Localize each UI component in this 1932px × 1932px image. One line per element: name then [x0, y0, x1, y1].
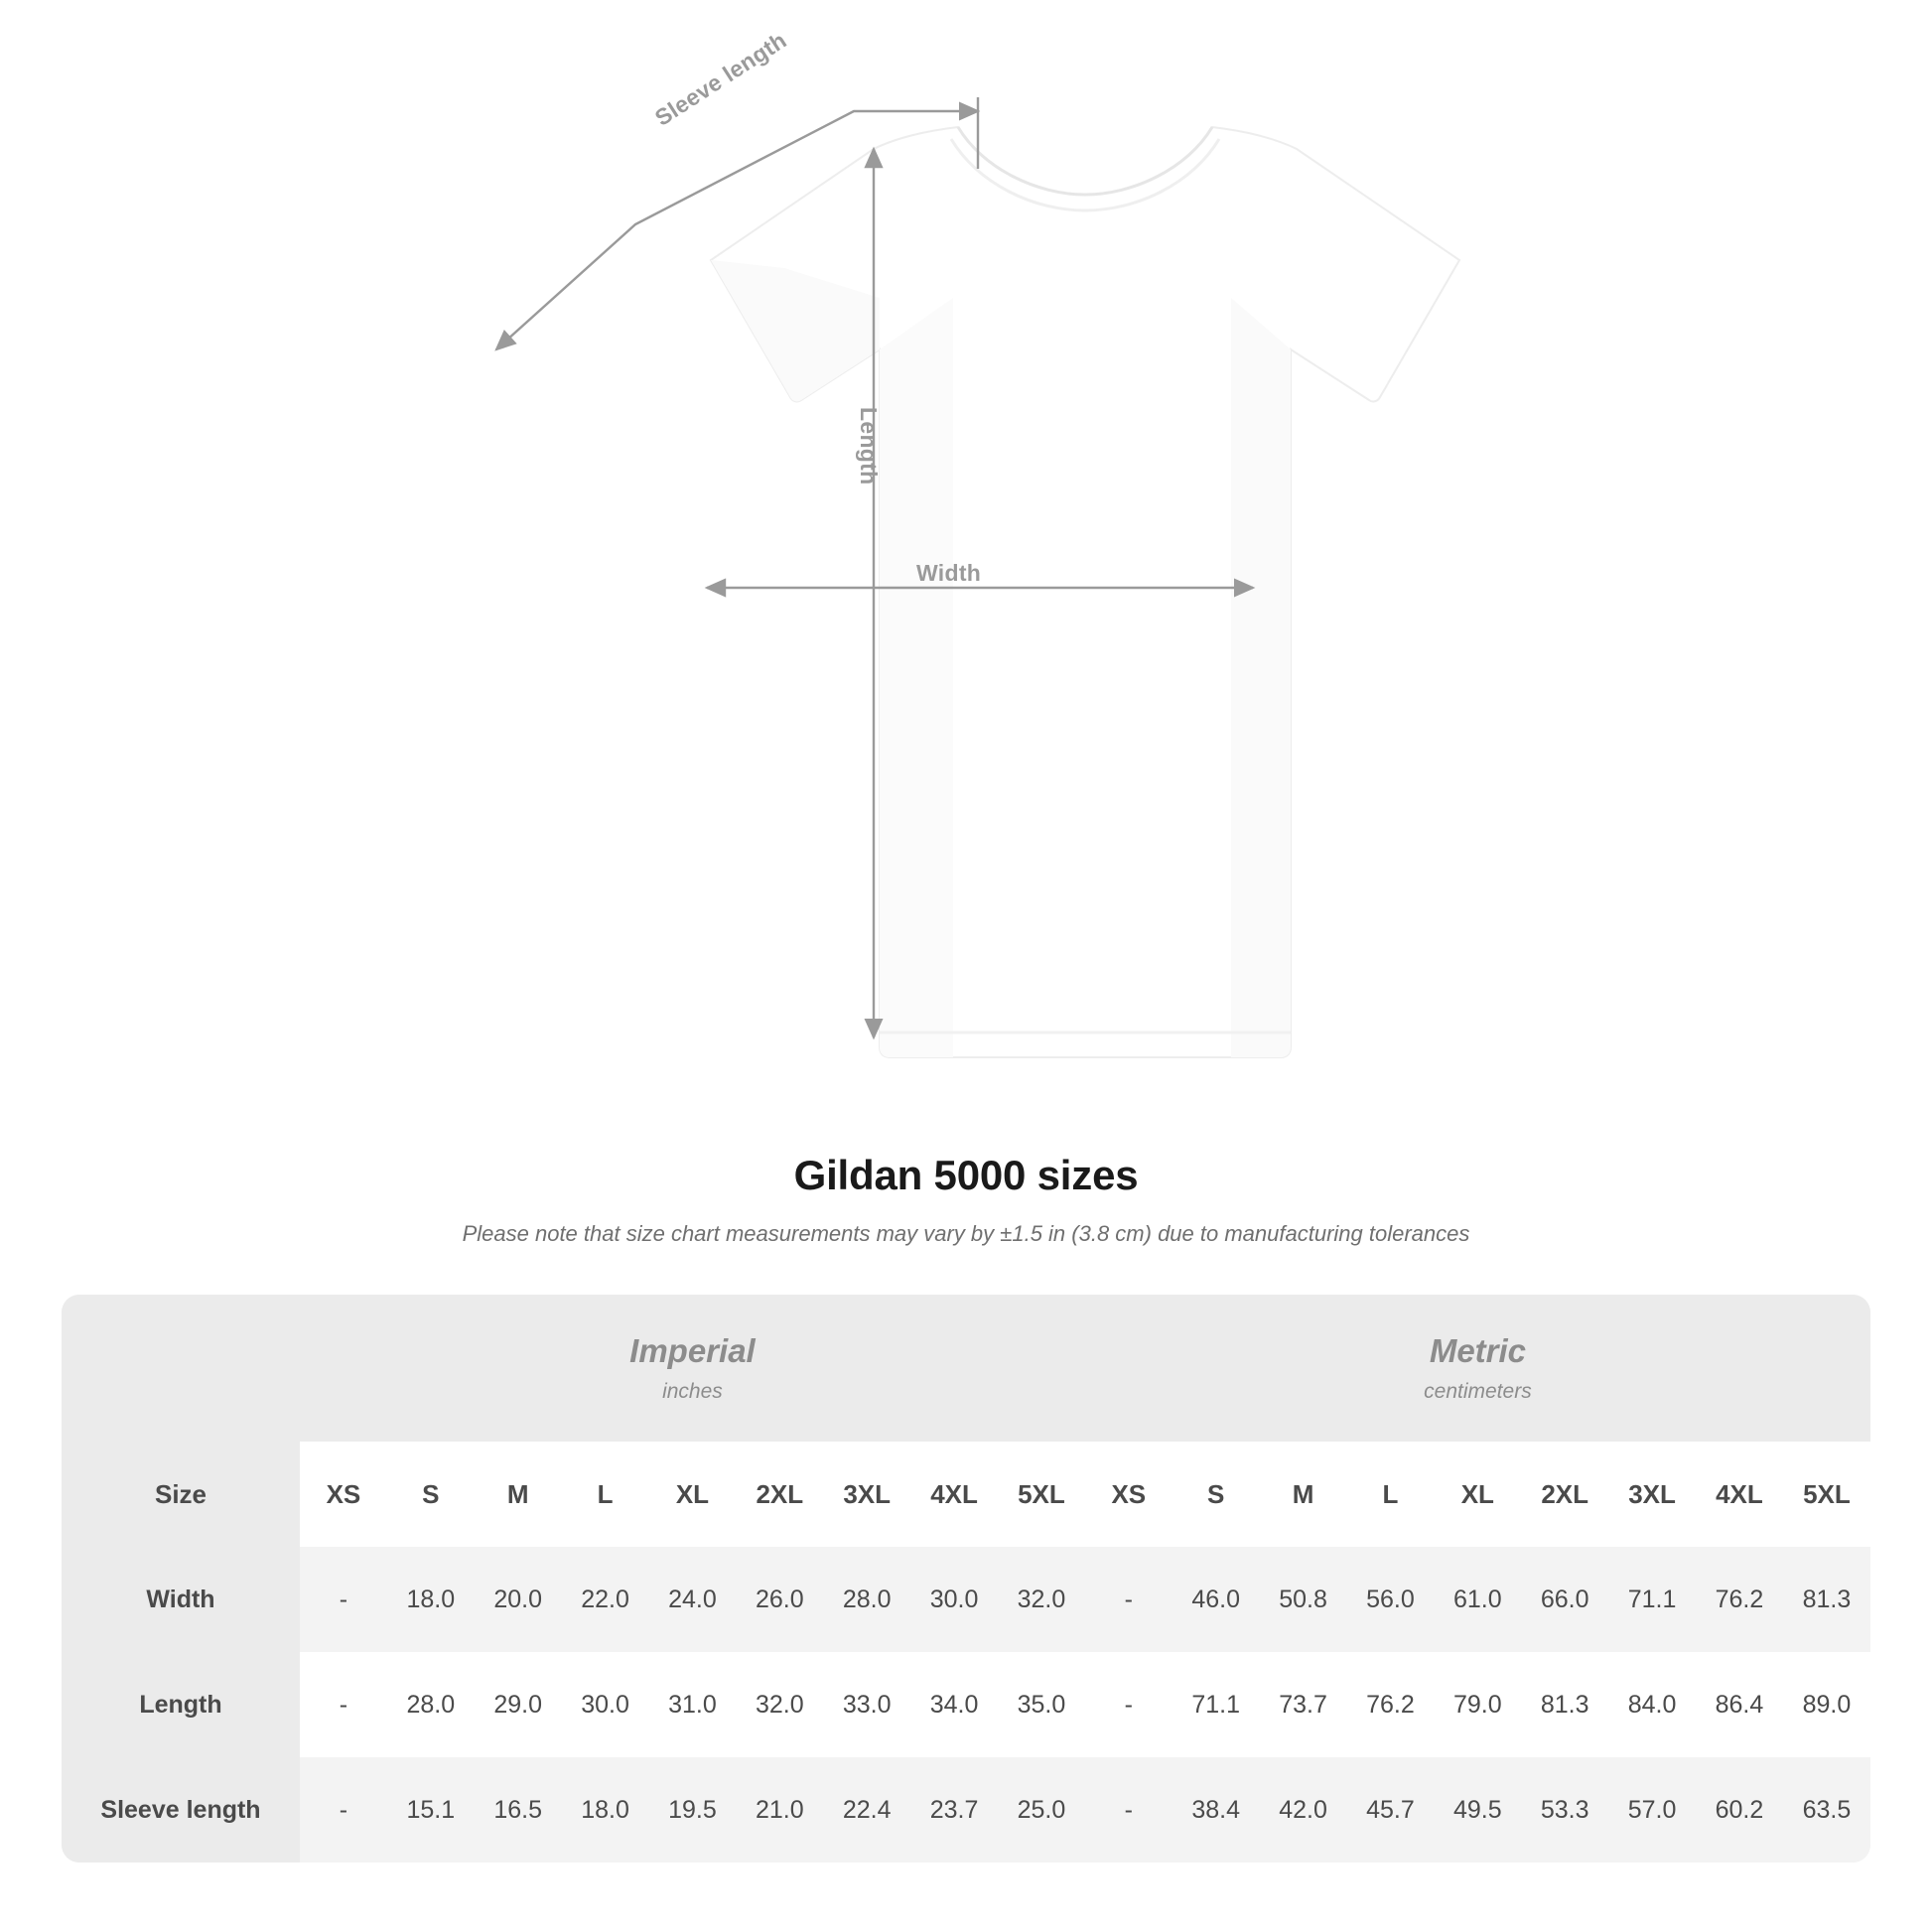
row-label-sleeve-length: Sleeve length	[62, 1757, 300, 1863]
cell-width-met-5xl: 81.3	[1783, 1547, 1870, 1652]
size-header-imp-2xl: 2XL	[736, 1442, 823, 1547]
size-table	[62, 1295, 1870, 1863]
page-subtitle: Please note that size chart measurements may vary by ±1.5 in (3.8 cm) due to manufacturing tolerances	[462, 1221, 1470, 1246]
size-header-imp-s: S	[387, 1442, 475, 1547]
cell-width-met-2xl: 66.0	[1521, 1547, 1608, 1652]
cell-width-imp-m: 20.0	[475, 1547, 562, 1652]
cell-sleeve-imp-5xl: 25.0	[998, 1757, 1085, 1863]
cell-length-imp-xl: 31.0	[649, 1652, 737, 1757]
cell-length-met-5xl: 89.0	[1783, 1652, 1870, 1757]
cell-sleeve-imp-m: 16.5	[475, 1757, 562, 1863]
cell-length-imp-4xl: 34.0	[910, 1652, 998, 1757]
size-header-imp-l: L	[562, 1442, 649, 1547]
size-header-met-xl: XL	[1434, 1442, 1521, 1547]
cell-length-imp-m: 29.0	[475, 1652, 562, 1757]
size-header-imp-xl: XL	[649, 1442, 737, 1547]
table-row	[62, 1757, 1870, 1863]
cell-length-imp-s: 28.0	[387, 1652, 475, 1757]
cell-width-imp-4xl: 30.0	[910, 1547, 998, 1652]
cell-sleeve-met-2xl: 53.3	[1521, 1757, 1608, 1863]
sleeve-length-label: Sleeve length	[650, 27, 791, 131]
cell-length-met-m: 73.7	[1260, 1652, 1347, 1757]
size-header-imp-5xl: 5XL	[998, 1442, 1085, 1547]
cell-sleeve-met-xs: -	[1085, 1757, 1173, 1863]
unit-header-spacer	[62, 1295, 300, 1442]
page-title: Gildan 5000 sizes	[793, 1152, 1139, 1198]
cell-sleeve-imp-s: 15.1	[387, 1757, 475, 1863]
size-header-met-xs: XS	[1085, 1442, 1173, 1547]
cell-sleeve-imp-4xl: 23.7	[910, 1757, 998, 1863]
cell-length-met-2xl: 81.3	[1521, 1652, 1608, 1757]
row-label-length: Length	[62, 1652, 300, 1757]
width-label: Width	[916, 560, 982, 586]
cell-sleeve-met-5xl: 63.5	[1783, 1757, 1870, 1863]
cell-sleeve-met-xl: 49.5	[1434, 1757, 1521, 1863]
size-table-container	[62, 1295, 1870, 1863]
unit-name-imperial: Imperial	[629, 1332, 756, 1369]
size-header-met-4xl: 4XL	[1696, 1442, 1783, 1547]
cell-width-met-m: 50.8	[1260, 1547, 1347, 1652]
cell-width-imp-2xl: 26.0	[736, 1547, 823, 1652]
size-header-imp-3xl: 3XL	[823, 1442, 910, 1547]
size-header-imp-xs: XS	[300, 1442, 387, 1547]
length-label: Length	[856, 407, 882, 485]
table-row	[62, 1547, 1870, 1652]
cell-sleeve-imp-xs: -	[300, 1757, 387, 1863]
cell-width-met-s: 46.0	[1173, 1547, 1260, 1652]
cell-width-met-3xl: 71.1	[1608, 1547, 1696, 1652]
size-header-row	[62, 1442, 1870, 1547]
cell-width-imp-l: 22.0	[562, 1547, 649, 1652]
cell-sleeve-met-4xl: 60.2	[1696, 1757, 1783, 1863]
cell-length-imp-xs: -	[300, 1652, 387, 1757]
table-row	[62, 1652, 1870, 1757]
size-header-met-l: L	[1347, 1442, 1435, 1547]
unit-sub-imperial: inches	[662, 1380, 723, 1403]
cell-length-imp-l: 30.0	[562, 1652, 649, 1757]
unit-header-row	[62, 1295, 1870, 1442]
size-header-imp-m: M	[475, 1442, 562, 1547]
tshirt-shape	[711, 127, 1459, 1057]
cell-length-met-s: 71.1	[1173, 1652, 1260, 1757]
unit-name-metric: Metric	[1429, 1332, 1527, 1369]
cell-length-imp-3xl: 33.0	[823, 1652, 910, 1757]
cell-sleeve-met-s: 38.4	[1173, 1757, 1260, 1863]
cell-width-imp-5xl: 32.0	[998, 1547, 1085, 1652]
cell-width-met-4xl: 76.2	[1696, 1547, 1783, 1652]
size-header-met-m: M	[1260, 1442, 1347, 1547]
size-header-label: Size	[62, 1442, 300, 1547]
row-label-width: Width	[62, 1547, 300, 1652]
size-header-met-s: S	[1173, 1442, 1260, 1547]
size-header-met-2xl: 2XL	[1521, 1442, 1608, 1547]
unit-header-metric	[1085, 1295, 1870, 1442]
cell-sleeve-imp-xl: 19.5	[649, 1757, 737, 1863]
cell-width-met-l: 56.0	[1347, 1547, 1435, 1652]
cell-length-imp-2xl: 32.0	[736, 1652, 823, 1757]
unit-sub-metric: centimeters	[1424, 1380, 1532, 1403]
cell-width-imp-xl: 24.0	[649, 1547, 737, 1652]
cell-sleeve-imp-2xl: 21.0	[736, 1757, 823, 1863]
cell-length-met-l: 76.2	[1347, 1652, 1435, 1757]
size-header-imp-4xl: 4XL	[910, 1442, 998, 1547]
cell-sleeve-imp-l: 18.0	[562, 1757, 649, 1863]
cell-sleeve-met-m: 42.0	[1260, 1757, 1347, 1863]
cell-width-imp-s: 18.0	[387, 1547, 475, 1652]
cell-sleeve-imp-3xl: 22.4	[823, 1757, 910, 1863]
cell-length-met-4xl: 86.4	[1696, 1652, 1783, 1757]
cell-length-met-xs: -	[1085, 1652, 1173, 1757]
cell-width-met-xs: -	[1085, 1547, 1173, 1652]
cell-length-imp-5xl: 35.0	[998, 1652, 1085, 1757]
cell-length-met-xl: 79.0	[1434, 1652, 1521, 1757]
cell-length-met-3xl: 84.0	[1608, 1652, 1696, 1757]
size-header-met-3xl: 3XL	[1608, 1442, 1696, 1547]
cell-sleeve-met-3xl: 57.0	[1608, 1757, 1696, 1863]
cell-width-imp-xs: -	[300, 1547, 387, 1652]
cell-sleeve-met-l: 45.7	[1347, 1757, 1435, 1863]
cell-width-imp-3xl: 28.0	[823, 1547, 910, 1652]
cell-width-met-xl: 61.0	[1434, 1547, 1521, 1652]
unit-header-imperial	[300, 1295, 1085, 1442]
size-header-met-5xl: 5XL	[1783, 1442, 1870, 1547]
